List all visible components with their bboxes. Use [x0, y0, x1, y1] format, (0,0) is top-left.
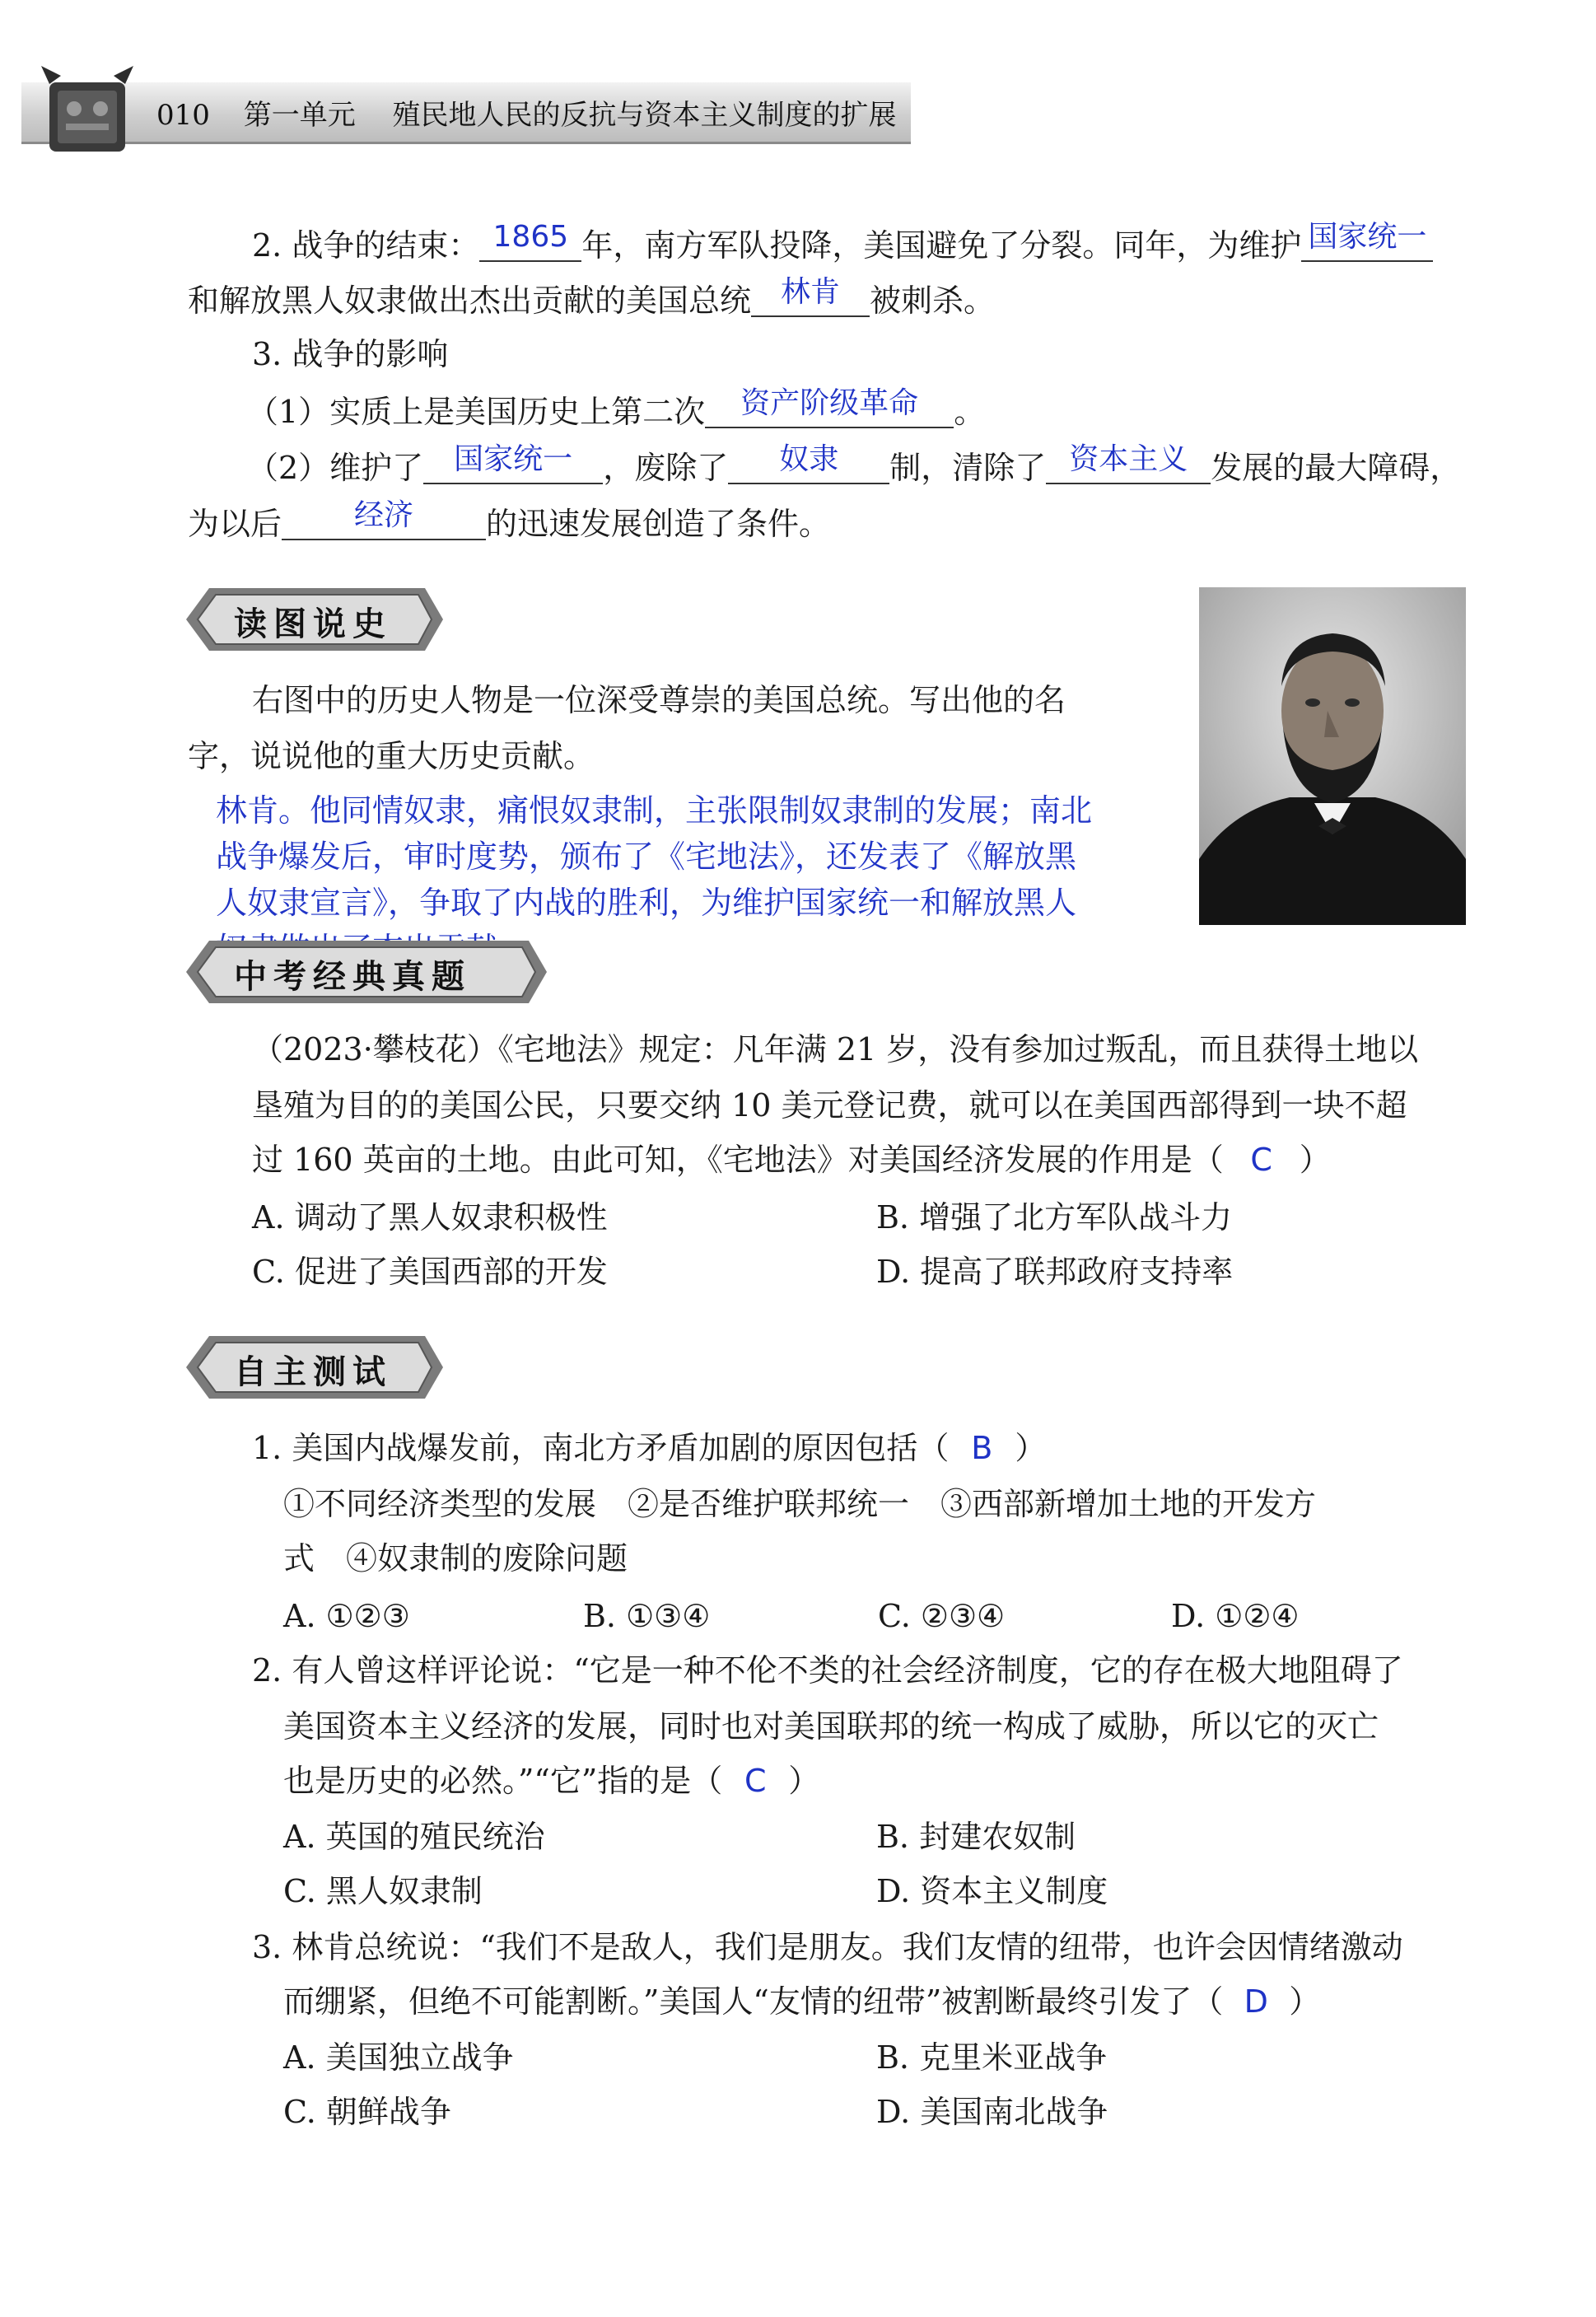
war-end-line1: 2. 战争的结束： 1865 年，南方军队投降，美国避免了分裂。同年，为维护 国家统一 — [252, 227, 1433, 262]
exam-option-b: B. 增强了北方军队战斗力 — [876, 1199, 1233, 1236]
q1-option-d: D. ①②④ — [1171, 1598, 1300, 1634]
q3-option-d: D. 美国南北战争 — [876, 2094, 1108, 2130]
read-picture-question-2: 字，说说他的重大历史贡献。 — [188, 738, 595, 774]
q2-option-a: A. 英国的殖民统治 — [283, 1819, 545, 1855]
exam-stem-3: 过 160 英亩的土地。由此可知，《宅地法》对美国经济发展的作用是（ C ） — [252, 1142, 1331, 1178]
exam-banner: 中考经典真题 — [186, 941, 547, 1003]
war-end-line2: 和解放黑人奴隶做出杰出贡献的美国总统 林肯 被刺杀。 — [188, 275, 996, 319]
q3-option-c: C. 朝鲜战争 — [283, 2094, 451, 2130]
q3-stem-2: 而绷紧，但绝不可能割断。”美国人“友情的纽带”被割断最终引发了（ D ） — [283, 1983, 1321, 2020]
header-text — [156, 92, 897, 133]
war-impact-heading: 3. 战争的影响 — [252, 336, 449, 372]
blank-year: 1865 — [479, 227, 581, 262]
exam-answer: C — [1250, 1142, 1272, 1178]
q3-answer: D — [1244, 1983, 1268, 2020]
bronze-vessel-logo-icon — [33, 59, 140, 156]
q1-option-b: B. ①③④ — [583, 1598, 711, 1634]
q1-stem: 1. 美国内战爆发前，南北方矛盾加剧的原因包括（ B ） — [252, 1430, 1047, 1466]
self-test-banner: 自主测试 — [186, 1336, 443, 1399]
q1-answer: B — [971, 1430, 993, 1466]
q2-option-d: D. 资本主义制度 — [876, 1873, 1108, 1909]
exam-option-a: A. 调动了黑人奴隶积极性 — [252, 1199, 608, 1236]
read-picture-answer-1: 林肯。他同情奴隶，痛恨奴隶制，主张限制奴隶制的发展；南北 — [216, 792, 1093, 829]
read-picture-answer-2: 战争爆发后，审时度势，颁布了《宅地法》，还发表了《解放黑 — [216, 839, 1077, 875]
q2-stem-1: 2. 有人曾这样评论说：“它是一种不伦不类的社会经济制度，它的存在极大地阻碍了 — [252, 1652, 1403, 1689]
blank-slavery: 奴隶 — [728, 450, 889, 484]
chapter-title: 殖民地人民的反抗与资本主义制度的扩展 — [392, 99, 897, 132]
blank-revolution: 资产阶级革命 — [705, 394, 954, 428]
exam-option-d: D. 提高了联邦政府支持率 — [876, 1254, 1234, 1290]
exam-stem-2: 垦殖为目的的美国公民，只要交纳 10 美元登记费，就可以在美国西部得到一块不超 — [252, 1087, 1407, 1123]
q1-items-1: ①不同经济类型的发展 ②是否维护联邦统一 ③西部新增加土地的开发方 — [283, 1486, 1317, 1522]
read-picture-question-1: 右图中的历史人物是一位深受尊崇的美国总统。写出他的名 — [252, 682, 1066, 718]
q3-option-a: A. 美国独立战争 — [283, 2039, 514, 2076]
blank-unity: 国家统一 — [1301, 227, 1433, 262]
unit-label: 第一单元 — [243, 99, 356, 132]
lincoln-portrait-image — [1199, 587, 1466, 925]
impact-item-1: （1）实质上是美国历史上第二次 资产阶级革命 。 — [247, 386, 986, 430]
blank-unity-2: 国家统一 — [423, 450, 603, 484]
q2-answer: C — [744, 1763, 767, 1799]
q2-stem-2: 美国资本主义经济的发展，同时也对美国联邦的统一构成了威胁，所以它的灭亡 — [283, 1708, 1379, 1745]
q3-stem-1: 3. 林肯总统说：“我们不是敌人，我们是朋友。我们友情的纽带，也许会因情绪激动 — [252, 1929, 1403, 1965]
q1-items-2: 式 ④奴隶制的废除问题 — [283, 1540, 628, 1577]
page-number: 010 — [156, 99, 210, 132]
read-picture-answer-3: 人奴隶宣言》，争取了内战的胜利，为维护国家统一和解放黑人 — [216, 885, 1077, 921]
read-picture-banner: 读图说史 — [186, 588, 443, 651]
blank-economy: 经济 — [282, 506, 486, 540]
q1-option-c: C. ②③④ — [878, 1598, 1006, 1634]
q1-option-a: A. ①②③ — [283, 1598, 410, 1634]
exam-option-c: C. 促进了美国西部的开发 — [252, 1254, 608, 1290]
exam-stem-1: （2023·攀枝花）《宅地法》规定：凡年满 21 岁，没有参加过叛乱，而且获得土地以 — [252, 1031, 1419, 1067]
q2-option-b: B. 封建农奴制 — [876, 1819, 1076, 1855]
impact-item-2: （2）维护了 国家统一 ，废除了 奴隶 制，清除了 资本主义 发展的最大障碍， — [247, 442, 1462, 486]
impact-item-3: 为以后 经济 的迅速发展创造了条件。 — [188, 498, 831, 542]
q2-option-c: C. 黑人奴隶制 — [283, 1873, 483, 1909]
blank-capitalism: 资本主义 — [1046, 450, 1211, 484]
q2-stem-3: 也是历史的必然。”“它”指的是（ C ） — [283, 1763, 820, 1799]
q3-option-b: B. 克里米亚战争 — [876, 2039, 1108, 2076]
blank-president: 林肯 — [751, 283, 870, 317]
